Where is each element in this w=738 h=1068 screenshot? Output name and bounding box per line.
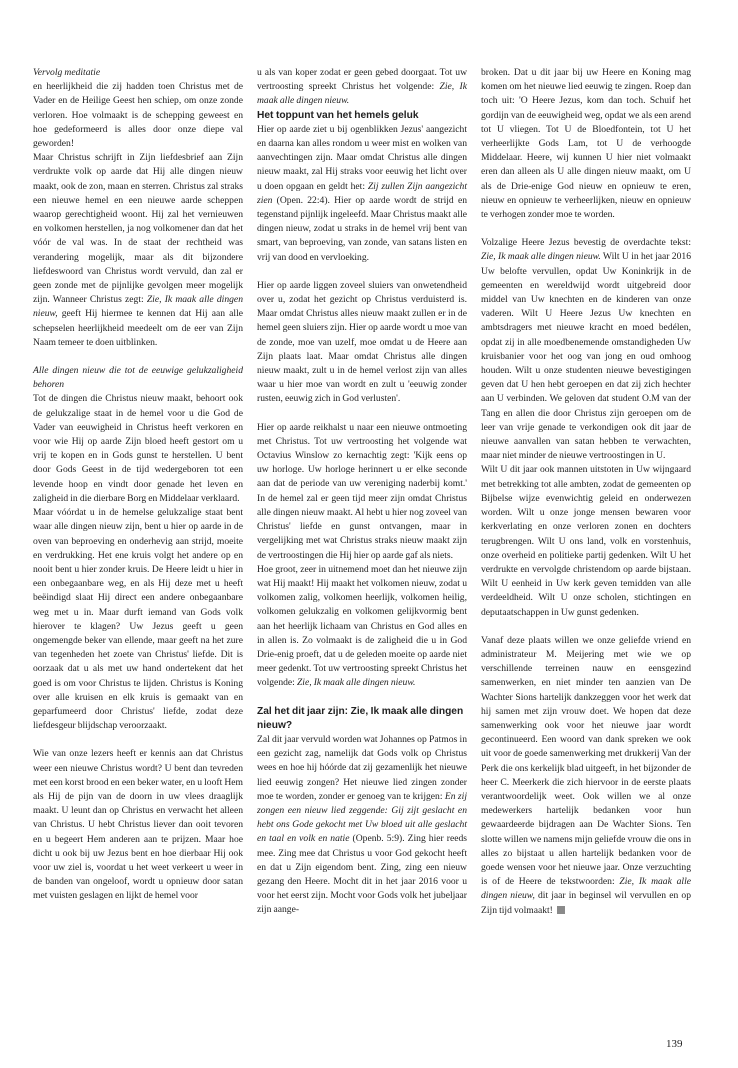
paragraph: Hier op aarde liggen zoveel sluiers van onwetendheid over u, zodat het gezicht op Christus verduisterd is. Maar omdat Christus alles nieuw maakt zullen er in de hemel geen sluiers zijn. Hier op aarde wordt u moe van de zonde, moe van uzelf, moe omdat u de Heere aan Zijn plaats laat. Maar omdat Christus alle dingen nieuw maakt, zult u in de hemel verlost zijn van alles waar u hier moe van wordt en zult u 'eeuwig zonder rusten, eeuwig zich in God verlusten'. [257,279,467,405]
column-3 [481,66,691,918]
section-kicker: Vervolg meditatie [33,67,101,78]
paragraph: Tot de dingen die Christus nieuw maakt, behoort ook de gelukzalige staat in de hemel voor u die God de Vader van eeuwigheid in Christus heeft verkoren en voor wie Hij op aarde Zijn bloed heeft gestort om u vrij te kopen en in Gods gunst te herstellen. U bent door Gods Geest in de tijd wedergeboren tot een levende hoop en vindt door genade het leven en zaligheid in die dierbare Borg en Middelaar verklaard. [33,393,243,504]
paragraph: Volzalige Heere Jezus bevestig de overdachte tekst: Zie, Ik maak alle dingen nieuw. Wilt U in het jaar 2016 Uw beloftе vervullen, opdat Uw Koninkrijk in de gemeenten en wereldwijd wordt uitgebreid door middel van Uw knechten en de kinderen van onze vaderen. Wilt U Heere Jezus Uw knechten en ambtsdragers met nieuwe kracht en moed bedélen, opdat zij in alle moedbenemende omstandigheden Uw kruisbanier voor het oog van jong en oud omhoog houden. Wilt u onze studenten nieuwe bevestigingen geven dat U hen hebt geroepen en dat zij zich hechter aan U verbinden. We geloven dat student O.M van der Tang en allen die door Christus zijn geroepen om de leer van vrije genade te verkondigen ook dit jaar de nieuwe aanvallen van satan hebben te verwachten, maar niet minder de nieuwe vertroostingen in U. [481,237,691,462]
paragraph: en heerlijkheid die zij hadden toen Christus met de Vader en de Heilige Geest hen schiep, om onze zonde verloren. Hoe volmaakt is de schepping geweest en hoe gedeformeerd is alles door onze diepe val geworden! [33,81,243,150]
section-heading: Zal het dit jaar zijn: Zie, Ik maak alle dingen nieuw? [257,705,464,731]
italic-subheading: Alle dingen nieuw die tot de eeuwige gelukzaligheid behoren [33,365,243,391]
paragraph: Wilt U dit jaar ook mannen uitstoten in Uw wijngaard met betrekking tot alle ambten, zodat de gemeenten op Bijbelse wijze evenwichtig geleid en onderwezen worden. Wilt u onze jonge mensen bewaren voor kerkverlating en onze verloren zonen en dochters terugbrengen. Wilt U ons land, volk en vorstenhuis, onze overheid en politieke partij gedenken. Wilt U het verdrukte en vervolgde christendom op aarde bijstaan. Wilt U eenheid in Uw kerk geven temidden van alle verdeeldheid. Wilt U onze scholen, stichtingen en deputaatschappen in Uw gunst gedenken. [481,464,691,618]
end-mark-icon [557,906,565,914]
paragraph: u als van koper zodat er geen gebed doorgaat. Tot uw vertroosting spreekt Christus het volgende: Zie, Ik maak alle dingen nieuw. [257,67,467,107]
paragraph: Hier op aarde ziet u bij ogenblikken Jezus' aangezicht en daarna kan alles rondom u weer mist en wolken van aanvechtingen zijn. Maar omdat Christus alle dingen nieuw maakt, zal Hij straks voor eeuwig het licht over u doen opgaan en geldt het: Zij zullen Zijn aangezicht zien (Open. 22:4). Hier op aarde wordt de strijd en tegenstand pijnlijk ingeleefd. Maar Christus maakt alle dingen nieuw, zodat u straks in de hemel vrij bent van smart, van beproeving, van zonde, van satans listen en vrij van dood en vervloeking. [257,123,467,263]
column-1 [33,66,243,904]
page-number: 139 [666,1038,683,1050]
paragraph: Zal dit jaar vervuld worden wat Johannes op Patmos in een gezicht zag, namelijk dat Gods volk op Christus wees en hoe hij hóórde dat zij gezamenlijk het nieuwe lied eeuwig zongen? Het nieuwe lied zingen zonder moe te worden, zonder er genoeg van te krijgen: En zij zongen een nieuw lied zeggende: Gij zijt geslacht en hebt ons Gode gekocht met Uw bloed uit alle geslacht en taal en volk en natie (Openb. 5:9). Zing hier reeds mee. Zing mee dat Christus u voor God gekocht heeft en dat u Zijn eigendom bent. Zing, zing een nieuw gezang den Heere. Mocht dit in het jaar 2016 voor u voor het eerst zijn. Mocht voor Gods volk het jubeljaar zijn aange- [257,733,468,916]
paragraph: Hier op aarde reikhalst u naar een nieuwe ontmoeting met Christus. Tot uw vertroosting het volgende wat Octavius Winslow zo kernachtig zegt: 'Kijk eens op uw horloge. Uw horloge herinnert u er elke seconde aan dat de periode van uw vereniging naderbij komt.' In de hemel zal er geen tijd meer zijn omdat Christus alle dingen nieuw maakt. Al hebt u hier nog zoveel van Christus' liefde en gunst ontvangen, maar in vergelijking met wat Christus straks nieuw maakt zijn de vertroostingen die Hij hier op aarde gaf als niets. [257,421,467,561]
paragraph: Maar Christus schrijft in Zijn liefdesbrief aan Zijn verdrukte volk op aarde dat Hij alle dingen nieuw maakt, ook de zon, maan en sterren. Christus zal straks een nieuwe hemel en een nieuwe aarde scheppen waarop gerechtigheid woont. Hij zal het vernieuwen en volkomen herstellen, ja nog volkomener dan dat het vóór de val was. In de staat der rechtheid was verandering mogelijk, maar als dit bijzondere liefdeswoord van Christus wordt vervuld, dan zal er geen zonde met de pijnlijke gevolgen meer mogelijk zijn. Wanneer Christus zegt: Zie, Ik maak alle dingen nieuw, geeft Hij hiermee te kennen dat Hij aan alle schepselen heerlijkheid meedeelt om de eer van Zijn Naam temeer te doen uitblinken. [33,152,243,348]
paragraph: broken. Dat u dit jaar bij uw Heere en Koning mag komen om het nieuwe lied eeuwig te zingen. Roep dan toch uit: 'O Heere Jezus, kom dan toch. Schuif het gordijn van de eeuwigheid weg, opdat we als een arend tot U vliegen. Tot U de Bloedfontein, tot U het verheerlijkte Gods Lam, tot U de verhoogde Middelaar. Heere, wij kunnen U hier niet volmaakt eren dan alleen als U alle dingen nieuw maakt, om U als de Drie-enige God nieuw en opnieuw te eren, nieuw en opnieuw te verheerlijken, nieuw en opnieuw te verhogen zonder moe te worden. [481,67,691,221]
paragraph: Vanaf deze plaats willen we onze geliefde vriend en administrateur M. Meijering met wie we op verschillende terreinen nauw en eensgezind samenwerken, en niet minder ten aanzien van De Wachter Sions hartelijk dankzeggen voor het werk dat hij samen met zijn vrouw doet. We hopen dat deze samenwerking ook voor het nieuwe jaar wordt gecontinueerd. Een woord van dank spreken we ook uit voor de goede samenwerking met drukkerij Van der Perk die ons kerkelijk blad uitgeeft, in het bijzonder de heer C. Meerkerk die zich hiervoor in de eerste plaats verantwoordelijk weet. Ook willen we al onze medewerkers hartelijk bedanken voor hun gewaardeerde bijdragen aan De Wachter Sions. Ten slotte willen we namens mijn geliefde vrouw die ons in alles zo bijstaat u allen hartelijk bedanken voor de goede wensen voor het nieuwe jaar. Onze verzuchting is of de Heere de tekstwoorden: Zie, Ik maak alle dingen nieuw, dit jaar in beginsel wil vervullen en op Zijn tijd volmaakt! [481,634,692,916]
paragraph: Hoe groot, zeer in uitnemend moet dan het nieuwe zijn wat Hij maakt! Hij maakt het volkomen nieuw, zodat u volkomen zalig, volkomen heerlijk, volkomen heilig, volkomen gelukzalig en volkomen gelijkvormig bent aan het heerlijk lichaam van Christus en God alles en in allen is. Zo volmaakt is de zaligheid die u in God Drie-enig proeft, dat u de geleden moeite op aarde niet meer gedenkt. Tot uw vertroosting spreekt Christus het volgende: Zie, Ik maak alle dingen nieuw. [257,563,467,689]
paragraph: Maar vóórdat u in de hemelse gelukzalige staat bent waar alle dingen nieuw zijn, bent u hier op aarde in de oven van beproeving en onderhevig aan strijd, moeite en verdrukking. Het ene kruis volgt het andere op en nooit bent u hier zonder kruis. De Heere leidt u hier in een onbegaanbare weg, en als Hij deze met u heeft beëindigd slaat Hij direct een andere onbegaanbare weg met u in. Maar durft iemand van Gods volk hierover te klagen? Uw Jezus geeft u geen ongemengde beker van ellende, maar geeft na het zure van tegenheden het zoete van Christus' liefde. Dit is oorzaak dat u als met uw hand ondertekent dat het goed is om voor Christus te lijden. Christus is Koning over alle kruisen en elk kruis is gemaakt van en geparfumeerd door Christus' liefde, zodat deze liefdesgeur blijdschap veroorzaakt. [33,507,243,732]
column-2 [257,66,467,918]
paragraph: Wie van onze lezers heeft er kennis aan dat Christus weer een nieuwe Christus wordt? U bent dan tevreden met een korst brood en een beker water, en u looft Hem als Hij de pijn van de doorn in uw vlees draaglijk maakt. U leunt dan op Christus en verwacht het alleen van Christus. U hebt Christus liever dan ooit tevoren en u begeert Hem anderen aan te prijzen. Maar hoe dicht u ook bij uw Jezus bent en hoe dierbaar Hij ook voor uw ziel is, voordat u het weet verkeert u weer in de banden van ongeloof, wordt u opnieuw door satan met vuisten geslagen en lijkt de hemel voor [33,748,243,902]
section-heading: Het toppunt van het hemels geluk [257,109,419,121]
